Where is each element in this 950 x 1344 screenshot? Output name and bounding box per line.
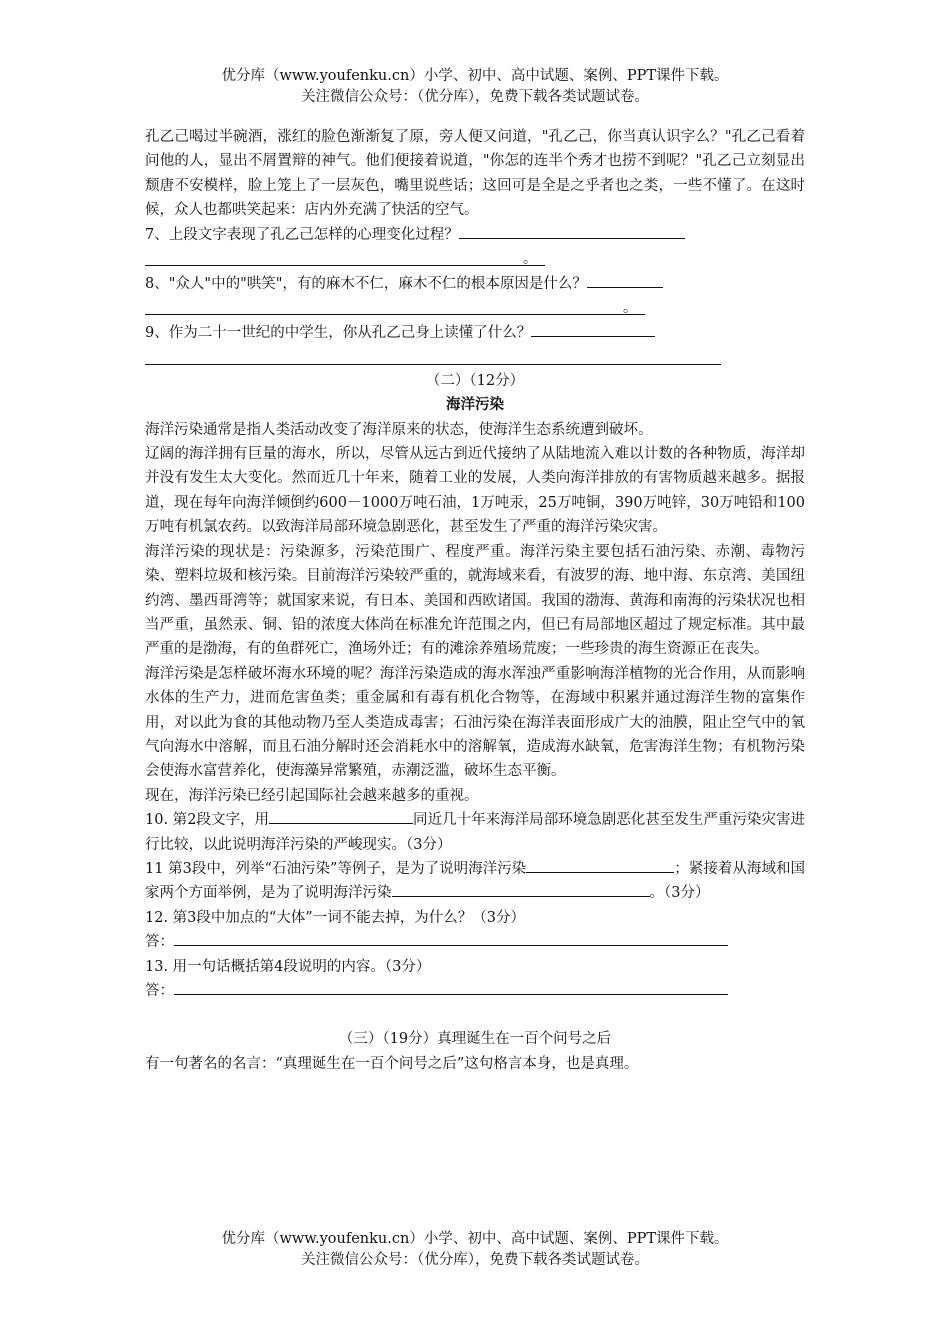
spacer (145, 1003, 805, 1027)
answer-blank[interactable] (392, 882, 650, 897)
ocean-paragraph-5: 现在，海洋污染已经引起国际社会越来越多的重视。 (145, 787, 479, 804)
question-13-answer (145, 979, 805, 1003)
question-8-text: 8、"众人"中的"哄笑"，有的麻木不仁，麻木不仁的根本原因是什么？ (145, 276, 587, 293)
section-2-title: 海洋污染 (446, 396, 504, 414)
ocean-paragraph-4: 海洋污染是怎样破坏海水环境的呢？海洋污染造成的海水浑浊严重影响海洋植物的光合作用，从而影响水体的生产力，进而危害鱼类；重金属和有毒有机化合物等，在海域中积累并通过海洋生物的富集作用，对以此为食的其他动物乃至人类造成毒害；石油污染在海洋表面形成广大的油膜，阻止空气中的氧气向海水中溶解，而且石油分解时还会消耗水中的溶解氧，造成海水缺氧，危害海洋生物；有机物污染会使海水富营养化，使海藻异常繁殖，赤潮泛滥，破坏生态平衡。 (145, 665, 805, 780)
section-2-heading: （二）（12分） (425, 372, 525, 389)
answer-label: 答： (145, 983, 174, 999)
document-body (145, 125, 805, 1076)
period: 。 (523, 251, 537, 268)
page-header (0, 66, 950, 108)
question-12-answer (145, 930, 805, 954)
question-11 (145, 857, 805, 906)
ocean-paragraph-1: 海洋污染通常是指人类活动改变了海洋原来的状态，使海洋生态系统遭到破坏。 (145, 421, 653, 438)
answer-blank[interactable] (526, 858, 674, 873)
period: 。 (623, 300, 637, 317)
question-8-answer-line[interactable] (145, 296, 645, 315)
question-10-text-a: 10. 第2段文字，用 (145, 812, 270, 829)
page-footer (0, 1229, 950, 1271)
question-13: 13. 用一句话概括第4段说明的内容。（3分） (145, 958, 431, 975)
answer-blank[interactable] (531, 322, 655, 337)
question-7-text: 7、上段文字表现了孔乙己怎样的心理变化过程？ (145, 226, 459, 243)
kongyiji-paragraph: 孔乙己喝过半碗酒，涨红的脸色渐渐复了原，旁人便又问道，"孔乙己，你当真认识字么？"孔乙己看着问他的人，显出不屑置辩的神气。他们便接着说道，"你怎的连半个秀才也捞不到呢？"孔乙己立刻显出颓唐不安模样，脸上笼上了一层灰色，嘴里说些话；这回可是全是之乎者也之类，一些不懂了。在这时候，众人也都哄笑起来：店内外充满了快活的空气。 (145, 129, 805, 219)
answer-blank[interactable] (269, 809, 413, 824)
question-10-text-b: 同近几十年来海洋局部环境急剧恶化甚至发生严重污染灾害进行比较，以此说明海洋污染的严峻现实。（3分） (145, 812, 805, 853)
question-7 (145, 223, 805, 247)
question-7-answer-line[interactable] (145, 247, 545, 266)
header-line-1: 优分库（www.youfenku.cn）小学、初中、高中试题、案例、PPT课件下载。 (221, 68, 729, 84)
question-9 (145, 321, 805, 345)
question-9-text: 9、作为二十一世纪的中学生，你从孔乙己身上读懂了什么？ (145, 325, 532, 342)
ocean-paragraph-3: 海洋污染的现状是：污染源多，污染范围广、程度严重。海洋污染主要包括石油污染、赤潮、毒物污染、塑料垃圾和核污染。目前海洋污染较严重的，就海域来看，有波罗的海、地中海、东京湾、美国纽约湾、墨西哥湾等；就国家来说，有日本、美国和西欧诸国。我国的渤海、黄海和南海的污染状况也相当严重，虽然汞、铜、铅的浓度大体尚在标准允许范围之内，但已有局部地区超过了规定标准。其中最严重的是渤海，有的鱼群死亡，渔场外迁；有的滩涂养殖场荒废；一些珍贵的海生资源正在丧失。 (145, 543, 805, 658)
question-11-text-b: ；紧接着从海域和国家两个方面举例，是为了说明海洋污染 (145, 860, 805, 902)
footer-line-2: 关注微信公众号：（优分库），免费下载各类试题试卷。 (301, 1252, 649, 1268)
answer-label: 答： (145, 934, 174, 951)
question-11-text-c: 。（3分） (649, 885, 710, 902)
answer-blank[interactable] (587, 273, 663, 288)
question-10 (145, 808, 805, 857)
question-8 (145, 272, 805, 296)
header-line-2: 关注微信公众号：（优分库），免费下载各类试题试卷。 (301, 89, 649, 105)
footer-line-1: 优分库（www.youfenku.cn）小学、初中、高中试题、案例、PPT课件下载。 (221, 1231, 729, 1247)
question-12: 12. 第3段中加点的“大体”一词不能去掉，为什么？（3分） (145, 909, 525, 926)
question-11-text-a: 11 第3段中，列举“石油污染”等例子，是为了说明海洋污染 (145, 860, 527, 877)
ocean-paragraph-2: 辽阔的海洋拥有巨量的海水，所以，尽管从远古到近代接纳了从陆地流入难以计数的各种物质，海洋却并没有发生太大变化。然而近几十年来，随着工业的发展，人类向海洋排放的有害物质越来越多。据报道，现在每年向海洋倾倒约600－1000万吨石油，1万吨汞，25万吨铜，390万吨锌，30万吨铅和100万吨有机氯农药。以致海洋局部环境急剧恶化，甚至发生了严重的海洋污染灾害。 (145, 446, 805, 536)
section-3-intro: 有一句著名的名言：“真理诞生在一百个问号之后”这句格言本身，也是真理。 (145, 1055, 639, 1072)
answer-blank[interactable] (174, 931, 728, 946)
answer-blank[interactable] (459, 224, 685, 239)
section-3-heading: （三）（19分）真理诞生在一百个问号之后 (338, 1031, 612, 1048)
answer-blank[interactable] (174, 980, 728, 995)
question-9-answer-line[interactable] (145, 346, 721, 365)
